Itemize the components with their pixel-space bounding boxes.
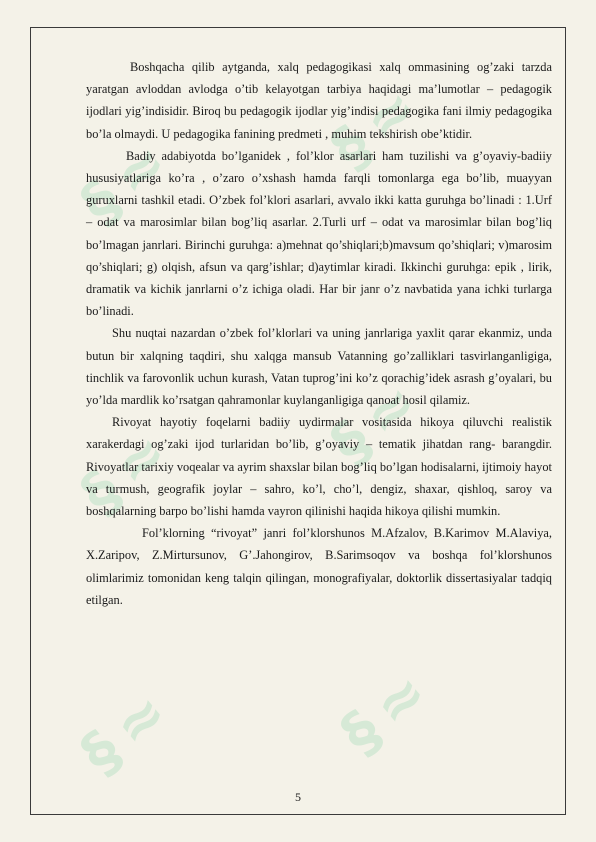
watermark-logo: § ≈ (318, 370, 428, 478)
watermark-logo: § ≈ (318, 75, 428, 183)
watermark-logo: § ≈ (328, 660, 438, 768)
watermark-logo: § ≈ (68, 130, 178, 238)
paragraph: Shu nuqtai nazardan o’zbek fol’klorlari va uning janrlariga yaxlit qarar ekanmiz, unda butun bir xalqning taqdiri, shu xalqga mansub Vatanning go’zalliklari tasvirlanganligiga, tinchlik va farovonlik uchun kurash, Vatan tuprog’ini ko’z qorachig’idek asrash g’oyalari, bu yo’lda mardlik ko’rsatgan qahramonlar kuylanganligiga qanoat hosil qilamiz. (86, 326, 552, 408)
paragraph: Rivoyat hayotiy foqelarni badiiy uydirmalar vositasida hikoya qiluvchi realistik xarakerdagi og’zaki ijod turlaridan bo’lib, g’oyaviy – tematik jihatdan rang- barangdir. Rivoyatlar tarixiy voqealar va ayrim shaxslar bilan bog’liq bo’lgan hodisalarni, ijtimoiy hayot va turmush, geografik joylar – sahro, ko’l, cho’l, dengiz, shaxar, qishloq, saroy va boshqalarning barpo bo’lishi hamda vayron qilinishi haqida hikoya qilishi mumkin. (86, 415, 552, 519)
document-body (86, 56, 552, 611)
page-number: 5 (295, 790, 301, 804)
paragraph: Badiy adabiyotda bo’lganidek , fol’klor asarlari ham tuzilishi va g’oyaviy-badiiy hususiyatlariga ko’ra , o’zaro o’xshash hamda farqli tomonlarga ega bo’lib, muayyan guruxlarni tashkil etadi. O’zbek fol’klori asarlari, avvalo ikki katta guruhga bo’linadi : 1.Urf – odat va marosimlar bilan bog’liq asarlar. 2.Turli urf – odat va marosimlar bilan bog’liq bo’lmagan janrlari. Birinchi guruhga: a)mehnat qo’shiqlari;b)mavsum qo’shiqlari; v)marosim qo’shiqlari; g) olqish, afsun va qarg’ishlar; d)aytimlar kiradi. Ikkinchi guruhga: epik , lirik, dramatik va kichik janrlarni o’z ichiga oladi. Har bir janr o’z navbatida yana ichki turlarga bo’linadi. (86, 148, 552, 319)
paragraph: Fol’klorning “rivoyat” janri fol’klorshunos M.Afzalov, B.Karimov M.Alaviya, X.Zaripov, Z.Mirtursunov, G’.Jahongirov, B.Sarimsoqov va boshqa fol’klorshunos olimlarimiz tomonidan keng talqin qilingan, monografiyalar, doktorlik dissertasiyalar tadqiq etilgan. (86, 526, 552, 607)
watermark-logo: § ≈ (68, 420, 178, 528)
paragraph: Boshqacha qilib aytganda, xalq pedagogikasi xalq ommasining og’zaki tarzda yaratgan avloddan avlodga o’tib kelayotgan tarbiya haqidagi ma’lumotlar – pedagogik ijodlari yig’indisidir. Biroq bu pedagogik ijodlar yig’indisi pedagogika fani ilmiy pedagogika bo’la olmaydi. U pedagogika fanining predmeti , muhim tekshirish obe’ktidir. (86, 60, 552, 141)
watermark-logo: § ≈ (68, 680, 178, 788)
